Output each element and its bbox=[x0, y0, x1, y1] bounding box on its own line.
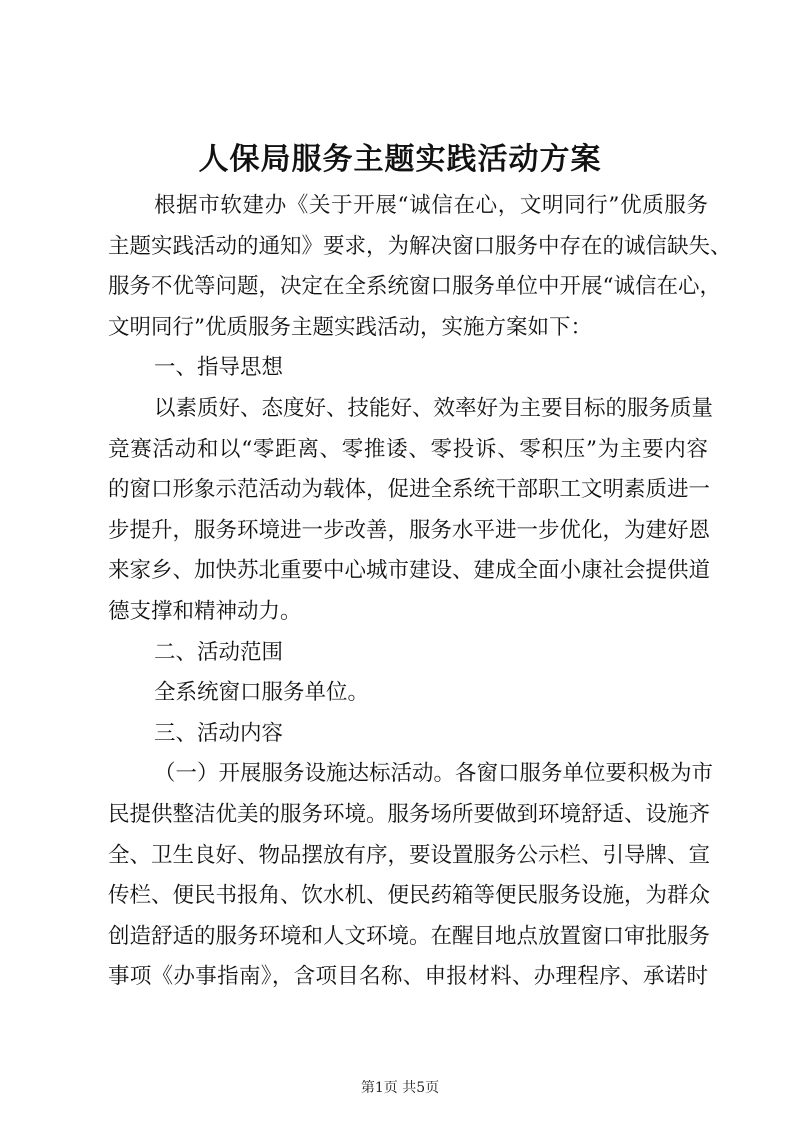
section-heading: 三、活动内容 bbox=[154, 720, 284, 746]
section-heading: 二、活动范围 bbox=[154, 639, 284, 665]
paragraph-line: 主题实践活动的通知》要求，为解决窗口服务中存在的诚信缺失、 bbox=[108, 233, 732, 259]
paragraph-line: 德支撑和精神动力。 bbox=[108, 598, 302, 624]
section-heading: 一、指导思想 bbox=[154, 355, 284, 381]
paragraph-line: 的窗口形象示范活动为载体，促进全系统干部职工文明素质进一 bbox=[108, 477, 711, 503]
paragraph-line: 事项《办事指南》，含项目名称、申报材料、办理程序、承诺时 bbox=[108, 964, 708, 990]
paragraph-line: 根据市软建办《关于开展“诚信在心，文明同行”优质服务 bbox=[154, 193, 708, 218]
paragraph-line: 传栏、便民书报角、饮水机、便民药箱等便民服务设施，为群众 bbox=[108, 883, 711, 909]
paragraph-line: 民提供整洁优美的服务环境。服务场所要做到环境舒适、设施齐 bbox=[108, 801, 711, 827]
paragraph-line: 服务不优等问题，决定在全系统窗口服务单位中开展“诚信在心， bbox=[108, 274, 721, 300]
paragraph-line: 竞赛活动和以“零距离、零推诿、零投诉、零积压”为主要内容 bbox=[108, 436, 708, 462]
paragraph-line: 全、卫生良好、物品摆放有序，要设置服务公示栏、引导牌、宣 bbox=[108, 842, 711, 868]
paragraph-line: 来家乡、加快苏北重要中心城市建设、建成全面小康社会提供道 bbox=[108, 558, 711, 584]
paragraph-line: 以素质好、态度好、技能好、效率好为主要目标的服务质量 bbox=[154, 395, 714, 421]
paragraph-line: 步提升，服务环境进一步改善，服务水平进一步优化，为建好恩 bbox=[108, 517, 711, 543]
paragraph-line: 创造舒适的服务环境和人文环境。在醒目地点放置窗口审批服务 bbox=[108, 923, 711, 949]
document-title: 人保局服务主题实践活动方案 bbox=[198, 142, 602, 177]
paragraph-line: （一）开展服务设施达标活动。各窗口服务单位要积极为市 bbox=[154, 761, 714, 787]
page-number: 第1页 共5页 bbox=[360, 1080, 440, 1096]
paragraph-line: 文明同行”优质服务主题实践活动，实施方案如下： bbox=[108, 314, 592, 340]
paragraph-line: 全系统窗口服务单位。 bbox=[154, 680, 370, 706]
document-body bbox=[108, 186, 732, 998]
